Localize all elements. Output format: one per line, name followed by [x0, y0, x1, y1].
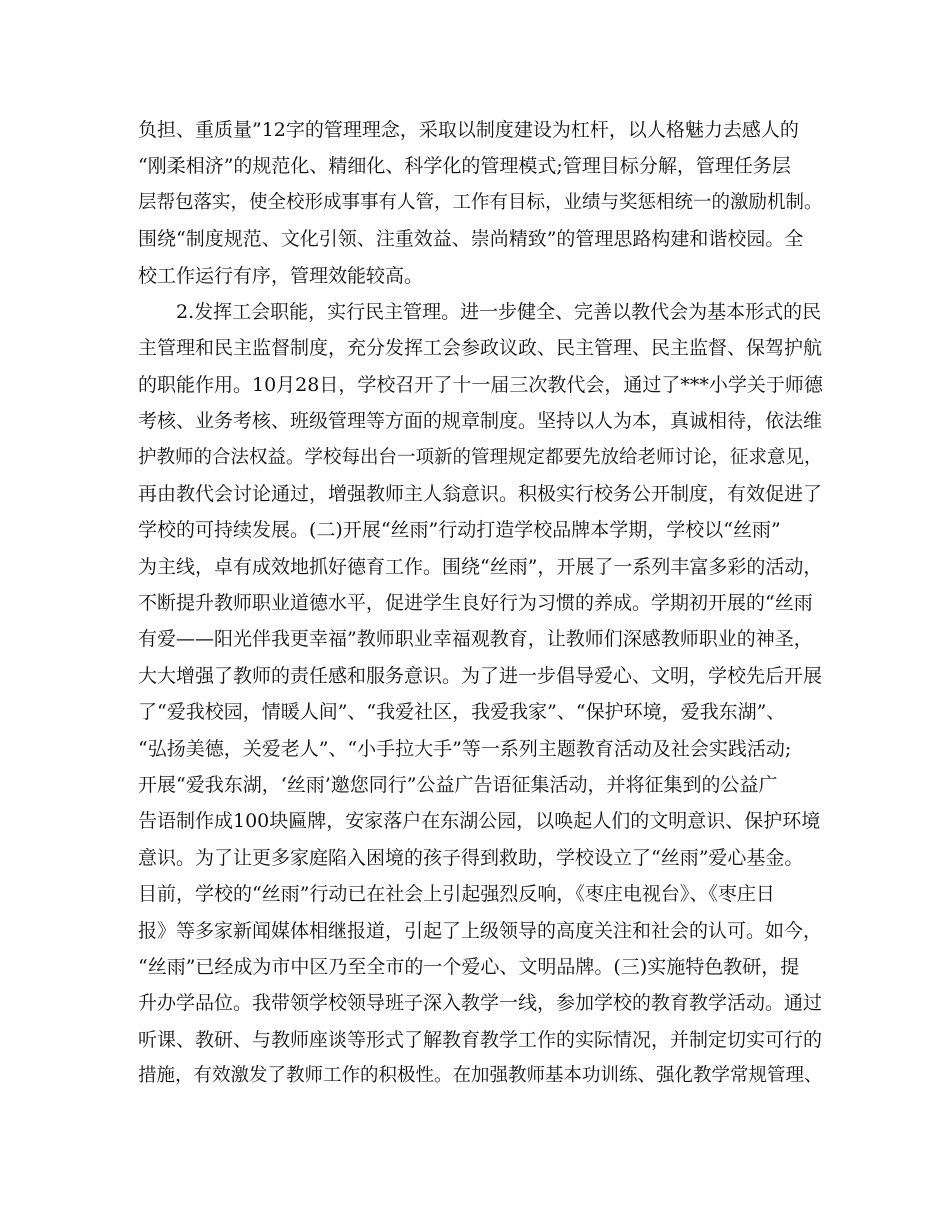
text-line: 层帮包落实，使全校形成事事有人管，工作有目标，业绩与奖惩相统一的激励机制。	[138, 191, 823, 213]
text-line: 目前，学校的“丝雨”行动已在社会上引起强烈反响，《枣庄电视台》、《枣庄日	[138, 883, 775, 906]
text-line: 校工作运行有序，管理效能较高。	[138, 264, 424, 287]
text-line: 开展“爱我东湖，‘丝雨’邀您同行”公益广告语征集活动，并将征集到的公益广	[138, 774, 778, 797]
text-line: 意识。为了让更多家庭陷入困境的孩子得到救助，学校设立了“丝雨”爱心基金。	[138, 846, 804, 869]
text-line: 听课、教研、与教师座谈等形式了解教育教学工作的实际情况，并制定切实可行的	[138, 1028, 823, 1051]
text-line: 护教师的合法权益。学校每出台一项新的管理规定都要先放给老师讨论，征求意见，	[138, 446, 823, 468]
text-line: “丝雨”已经成为市中区乃至全市的一个爱心、文明品牌。(三)实施特色教研，提	[138, 955, 800, 978]
text-line: “刚柔相济”的规范化、精细化、科学化的管理模式;管理目标分解，管理任务层	[138, 155, 791, 178]
text-line: 再由教代会讨论通过，增强教师主人翁意识。积极实行校务公开制度，有效促进了	[138, 482, 823, 505]
text-line: 主管理和民主监督制度，充分发挥工会参政议政、民主管理、民主监督、保驾护航	[138, 337, 823, 360]
text-line: 了“爱我校园，情暖人间”、“我爱社区，我爱我家”、“保护环境，爱我东湖”、	[138, 701, 786, 724]
text-line: 升办学品位。我带领学校领导班子深入教学一线，参加学校的教育教学活动。通过	[138, 992, 823, 1015]
text-line: 措施，有效激发了教师工作的积极性。在加强教师基本功训练、强化教学常规管理、	[138, 1065, 823, 1087]
text-line: 有爱——阳光伴我更幸福”教师职业幸福观教育，让教师们深感教师职业的神圣，	[138, 628, 813, 651]
text-line: 负担、重质量”12字的管理理念，采取以制度建设为杠杆，以人格魅力去感人的	[138, 119, 799, 141]
body-text	[138, 112, 838, 1095]
text-line: “弘扬美德，关爱老人”、“小手拉大手”等一系列主题教育活动及社会实践活动;	[138, 737, 792, 760]
text-line: 告语制作成100块匾牌，安家落户在东湖公园，以唤起人们的文明意识、保护环境	[138, 810, 821, 833]
text-line: 的职能作用。10月28日，学校召开了十一届三次教代会，通过了***小学关于师德	[138, 373, 823, 396]
text-line: 报》等多家新闻媒体相继报道，引起了上级领导的高度关注和社会的认可。如今，	[138, 919, 823, 942]
text-line: 不断提升教师职业道德水平，促进学生良好行为习惯的养成。学期初开展的“丝雨	[138, 592, 813, 615]
text-line: 考核、业务考核、班级管理等方面的规章制度。坚持以人为本，真诚相待，依法维	[138, 410, 823, 433]
paragraph-start-line: 2.发挥工会职能，实行民主管理。进一步健全、完善以教代会为基本形式的民	[176, 300, 822, 323]
text-line: 学校的可持续发展。(二)开展“丝雨”行动打造学校品牌本学期，学校以“丝雨”	[138, 519, 781, 542]
text-line: 为主线，卓有成效地抓好德育工作。围绕“丝雨”，开展了一系列丰富多彩的活动，	[138, 555, 823, 578]
text-line: 大大增强了教师的责任感和服务意识。为了进一步倡导爱心、文明，学校先后开展	[138, 664, 823, 687]
text-line: 围绕“制度规范、文化引领、注重效益、崇尚精致”的管理思路构建和谐校园。全	[138, 228, 804, 251]
